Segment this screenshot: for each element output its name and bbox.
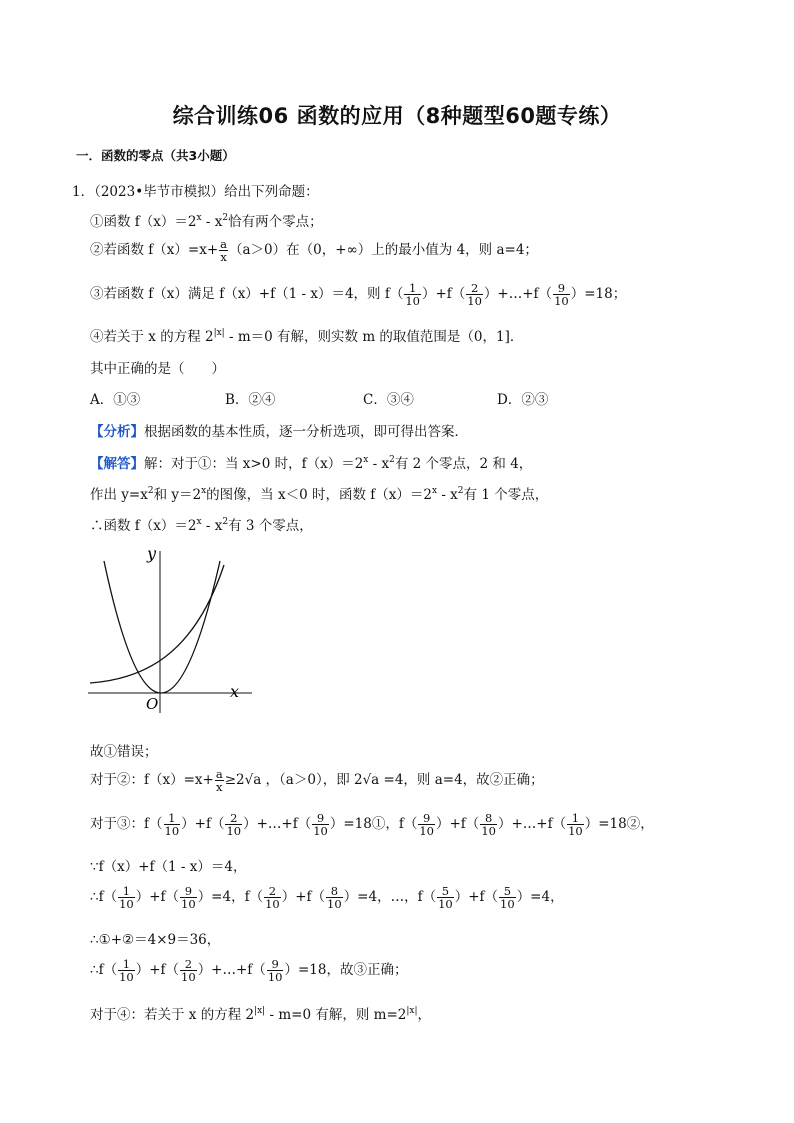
answer-line-8: ∴f（ $\frac{1}{10}$ ）+f（ $\frac{9}{10}$ ）=4，f（ $\frac{2}{10}$ ）+f（ $\frac{8}{10}$ ）=4，…，f（ $\frac{5}{10}$ ）+f（ $\frac{5}{10}$ ）=4，: [90, 884, 564, 912]
y-axis-label: y: [147, 545, 157, 563]
analysis: 【分析】根据函数的基本性质，逐一分析选项，即可得出答案．: [90, 424, 468, 440]
fraction: $\frac{a}{x}$: [215, 767, 223, 795]
fraction: $\frac{5}{10}$: [438, 884, 453, 912]
fraction: $\frac{9}{10}$: [419, 811, 434, 839]
fraction: $\frac{9}{10}$: [181, 884, 196, 912]
fraction: $\frac{1}{10}$: [164, 811, 180, 839]
answer-line-5: 对于②：f（x）=x+ $\frac{a}{x}$ ≥2√a ，（a＞0），即 2√a =4，则 a=4，故②正确；: [90, 767, 544, 795]
answer-line-7: ∵f（x）+f（1 - x）＝4，: [90, 859, 247, 875]
answer-line-10: ∴f（ $\frac{1}{10}$ ）+f（ $\frac{2}{10}$ ）+…+f（ $\frac{9}{10}$ ）=18，故③正确；: [90, 957, 408, 985]
answer-line-6: 对于③：f（ $\frac{1}{10}$ ）+f（ $\frac{2}{10}$ ）+…+f（ $\frac{9}{10}$ ）=18①，f（ $\frac{9}{10}$ ）+f（ $\frac{8}{10}$ ）+…+f（ $\frac{1}{10}$ ）=18②，: [90, 811, 654, 839]
answer-line-9: ∴①+②＝4×9＝36，: [90, 932, 221, 948]
fraction: $\frac{1}{10}$: [119, 957, 134, 985]
answer-line-1: 【解答】解：对于①：当 x>0 时，$f(x)=2^x - x^2$有 2 个零点，2 和 4，: [90, 455, 533, 472]
fraction: $\frac{1}{10}$: [568, 811, 583, 839]
fraction: $\frac{8}{10}$: [481, 811, 496, 839]
answer-tag: 【解答】: [90, 456, 144, 472]
function-graph: [84, 545, 254, 715]
fraction: $\frac{2}{10}$: [467, 281, 482, 309]
fraction: $\frac{9}{10}$: [313, 811, 328, 839]
fraction: $\frac{2}{10}$: [265, 884, 280, 912]
fraction: $\frac{5}{10}$: [500, 884, 515, 912]
answer-line-2: 作出 $y=x^2$和 $y=2^x$的图像，当 x＜0 时，函数 $f(x)=2^x - x^2$有 1 个零点，: [90, 486, 549, 503]
fraction: $\frac{1}{10}$: [405, 281, 420, 309]
proposition-3: ③若函数 f（x）满足 f（x）+f（1 - x）＝4，则 f（ $\frac{1}{10}$ ）+f（ $\frac{2}{10}$ ）+…+f（ $\frac{9}{10}$ ）=18；: [90, 281, 627, 309]
section-heading: 一．函数的零点（共3小题）: [76, 148, 235, 163]
option-b: B．②④: [225, 392, 276, 408]
fraction: $\frac{9}{10}$: [267, 957, 283, 985]
option-d: D．②③: [497, 392, 549, 408]
fraction: $\frac{1}{10}$: [119, 884, 134, 912]
analysis-tag: 【分析】: [90, 424, 144, 440]
option-a: A．①③: [90, 392, 141, 408]
origin-label: O: [146, 695, 159, 713]
option-c: C．③④: [363, 392, 414, 408]
answer-line-3: ∴函数 $f(x)=2^x - x^2$有 3 个零点，: [90, 517, 313, 534]
parabola-curve: [104, 561, 220, 693]
page-title: 综合训练06 函数的应用（8种题型60题专练）: [172, 104, 622, 128]
fraction: $\frac{2}{10}$: [226, 811, 242, 839]
answer-line-4: 故①错误；: [90, 744, 158, 760]
question-ask: 其中正确的是（ ）: [90, 361, 225, 377]
question-stem: 1．（2023•毕节市模拟）给出下列命题：: [72, 184, 319, 200]
answer-line-11: 对于④：若关于 x 的方程 $2^{|x|} - m=0$ 有解，则 $m=2^{|x|}$，: [90, 1006, 431, 1023]
fraction: $\frac{2}{10}$: [181, 957, 196, 985]
proposition-1: ①函数 $f(x)=2^x - x^2$恰有两个零点；: [90, 213, 323, 230]
proposition-2: ②若函数 f（x）=x+ $\frac{a}{x}$ （a＞0）在（0，+∞）上的最小值为 4，则 a=4；: [90, 237, 538, 265]
x-axis-label: x: [230, 682, 240, 701]
proposition-4: ④若关于 x 的方程 $2^{|x|} - m=0$ 有解，则实数 m 的取值范围是（0，1]．: [90, 328, 524, 345]
fraction: $\frac{a}{x}$: [220, 237, 227, 265]
fraction: $\frac{9}{10}$: [554, 281, 569, 309]
fraction: $\frac{8}{10}$: [327, 884, 342, 912]
